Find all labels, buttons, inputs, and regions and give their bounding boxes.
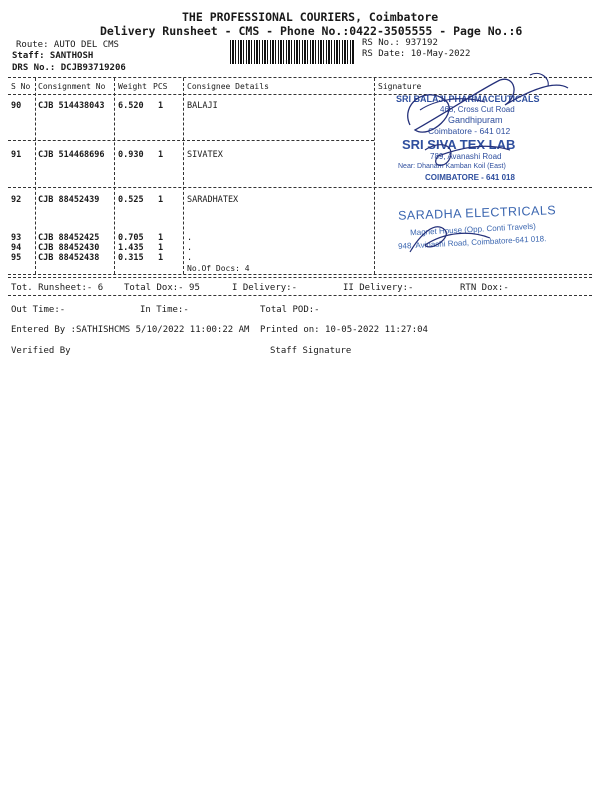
row-consignment: CJB 88452425: [38, 233, 100, 243]
row-consignee: .: [187, 243, 193, 253]
total-dox: Total Dox:- 95: [124, 283, 200, 293]
runsheet-subtitle: Delivery Runsheet - CMS - Phone No.:0422-3505555 - Page No.:6: [100, 24, 523, 38]
verified-by: Verified By: [11, 346, 71, 356]
i-delivery: I Delivery:-: [232, 283, 298, 293]
row-weight: 1.435: [118, 243, 144, 253]
row-sno: 93: [11, 233, 22, 243]
table-bottom-rule: [8, 274, 592, 275]
rtn-dox: RTN Dox:-: [460, 283, 509, 293]
stamp-sivatex-line2: 789, Avanashi Road: [430, 152, 502, 161]
col-header-consignee: Consignee Details: [187, 82, 269, 91]
stamp-saradha-line1: SARADHA ELECTRICALS: [397, 203, 557, 223]
row-consignment: CJB 88452430: [38, 243, 100, 253]
row-pcs: 1: [158, 253, 164, 263]
tot-runsheet: Tot. Runsheet:- 6: [11, 283, 104, 293]
row-consignment: CJB 88452438: [38, 253, 100, 263]
company-title: THE PROFESSIONAL COURIERS, Coimbatore: [182, 10, 439, 24]
barcode: [230, 40, 354, 64]
row-consignee: .: [187, 253, 193, 263]
row-consignment: CJB 88452439: [38, 195, 100, 205]
printed-on: Printed on: 10-05-2022 11:27:04: [260, 325, 428, 335]
stamp-sivatex-line3: Near: Dhanam Kamban Koil (East): [398, 163, 506, 170]
col-divider: [183, 78, 184, 274]
row-weight: 0.705: [118, 233, 144, 243]
row-weight: 0.525: [118, 195, 144, 205]
row-sno: 95: [11, 253, 22, 263]
table-bottom-rule-2: [8, 277, 592, 278]
no-of-docs: No.Of Docs: 4: [187, 264, 250, 273]
drs-number: DRS No.: DCJB93719206: [12, 63, 126, 73]
col-header-signature: Signature: [378, 82, 422, 91]
route-label: Route: AUTO DEL CMS: [16, 40, 119, 50]
in-time: In Time:-: [140, 305, 189, 315]
ii-delivery: II Delivery:-: [343, 283, 414, 293]
row-weight: 0.930: [118, 150, 144, 160]
staff-label: Staff: SANTHOSH: [12, 51, 94, 61]
col-divider: [35, 78, 36, 274]
col-divider: [114, 78, 115, 274]
entered-by: Entered By :SATHISHCMS 5/10/2022 11:00:22 AM: [11, 325, 250, 335]
staff-signature: Staff Signature: [270, 346, 352, 356]
out-time: Out Time:-: [11, 305, 66, 315]
col-header-weight: Weight: [118, 82, 147, 91]
stamp-balaji-line3: Gandhipuram: [448, 115, 503, 125]
stamp-balaji-line4: Coimbatore - 641 012: [428, 126, 511, 136]
stamp-balaji-line1: SRI BALAJI PHARMACEUTICALS: [396, 94, 540, 104]
col-header-pcs: PCS: [153, 82, 168, 91]
totals-rule: [8, 295, 592, 296]
stamp-sivatex-line1: SRI SIVA TEX LAB: [402, 137, 516, 152]
row-weight: 6.520: [118, 101, 144, 111]
row-consignment: CJB 514468696: [38, 150, 105, 160]
signature-scribble: [390, 70, 580, 270]
row-consignee: SIVATEX: [187, 150, 223, 160]
row-pcs: 1: [158, 195, 164, 205]
row-pcs: 1: [158, 101, 164, 111]
rs-date: RS Date: 10-May-2022: [362, 49, 471, 59]
row-consignee: SARADHATEX: [187, 195, 239, 205]
stamp-saradha-line3: 948, Avinashi Road, Coimbatore-641 018.: [397, 234, 547, 251]
total-pod: Total POD:-: [260, 305, 320, 315]
row-rule: [8, 140, 374, 141]
row-consignee: .: [187, 233, 193, 243]
row-sno: 90: [11, 101, 22, 111]
stamp-saradha-line2: Magnet House (Opp. Conti Travels): [409, 221, 536, 238]
rs-number: RS No.: 937192: [362, 38, 438, 48]
stamp-balaji-line2: 468, Cross Cut Road: [440, 105, 515, 114]
col-divider: [374, 78, 375, 274]
row-sno: 94: [11, 243, 22, 253]
col-header-consignment: Consignment No: [38, 82, 106, 91]
row-consignment: CJB 514438043: [38, 101, 105, 111]
col-header-sno: S No: [11, 82, 31, 91]
stamp-sivatex-line4: COIMBATORE - 641 018: [425, 173, 515, 182]
row-weight: 0.315: [118, 253, 144, 263]
row-sno: 91: [11, 150, 22, 160]
row-sno: 92: [11, 195, 22, 205]
row-pcs: 1: [158, 150, 164, 160]
row-pcs: 1: [158, 243, 164, 253]
row-consignee: BALAJI: [187, 101, 218, 111]
row-pcs: 1: [158, 233, 164, 243]
